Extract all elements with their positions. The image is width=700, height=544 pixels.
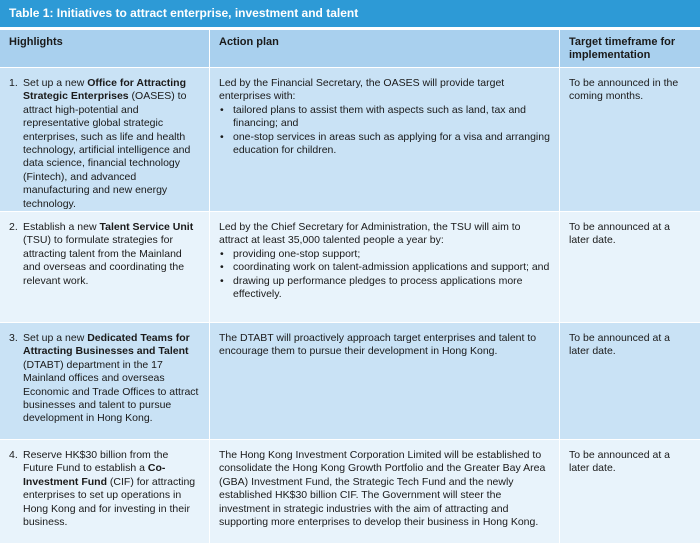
row-3-highlight [0,323,210,440]
row-3-timeframe: To be announced at a later date. [560,323,700,440]
action-intro: The DTABT will proactively approach target enterprises and talent to encourage them to pursue their development in Hong Kong. [219,332,537,358]
row-1-timeframe: To be announced in the coming months. [560,68,700,212]
header-highlights: Highlights [0,30,210,68]
initiatives-table [0,30,700,544]
row-number: 3. [9,332,18,344]
highlight-bold: Co-Investment Fund [23,462,166,488]
table-title: Table 1: Initiatives to attract enterprise, investment and talent [0,0,700,27]
action-bullet: • coordinating work on talent-admission applications and support; and [219,261,551,274]
row-4-action [210,440,560,544]
action-intro: Led by the Financial Secretary, the OASES will provide target enterprises with: [219,77,505,103]
row-number: 4. [9,449,18,461]
row-1-highlight [0,68,210,212]
row-number: 1. [9,77,18,89]
row-2-timeframe: To be announced at a later date. [560,212,700,323]
highlight-text-rest: (OASES) to attract high-potential and representative global strategic enterprises, such as life and health technology, artificial intelligence and data science, financial technology (Fintech), and advanced manufacturing and new energy technology. [23,90,191,210]
row-2-action [210,212,560,323]
action-bullet: • one-stop services in areas such as applying for a visa and arranging education for children. [219,131,551,158]
highlight-text: Set up a new [23,332,88,344]
action-bullets [219,104,551,158]
highlight-text: Establish a new [23,221,100,233]
action-bullets [219,248,551,302]
header-timeframe: Target timeframe for implementation [560,30,700,68]
row-3-action [210,323,560,440]
row-4-timeframe: To be announced at a later date. [560,440,700,544]
highlight-text-rest: (DTABT) department in the 17 Mainland offices and overseas Economic and Trade Offices to attract businesses and talent to pursue development in Hong Kong. [23,358,199,425]
header-action-plan: Action plan [210,30,560,68]
highlight-bold: Talent Service Unit [99,221,194,233]
row-1-action [210,68,560,212]
highlight-text-rest: (TSU) to formulate strategies for attracting talent from the Mainland and overseas and coordinating the relevant work. [23,234,185,287]
action-bullet: • providing one-stop support; [219,248,551,261]
action-bullet: • drawing up performance pledges to process applications more effectively. [219,275,551,302]
action-intro: The Hong Kong Investment Corporation Limited will be established to consolidate the Hong Kong Growth Portfolio and the Greater Bay Area (GBA) Investment Fund, the Strategic Tech Fund and the newly established HK$30 billion CIF. The Government will steer the investment in strategic industries with the aim of attracting and supporting more enterprises to develop their business in Hong Kong. [219,449,546,529]
row-2-highlight [0,212,210,323]
action-intro: Led by the Chief Secretary for Administration, the TSU will aim to attract at least 35,000 talented people a year by: [219,221,521,247]
row-number: 2. [9,221,18,233]
action-bullet: • tailored plans to assist them with aspects such as land, tax and financing; and [219,104,551,131]
highlight-text: Reserve HK$30 billion from the Future Fund to establish a [23,449,169,475]
highlight-bold: Office for Attracting Strategic Enterprises [23,77,186,103]
highlight-text: Set up a new [23,77,88,89]
highlight-text-rest: (CIF) for attracting enterprises to set up operations in Hong Kong and for investing in their business. [23,475,196,529]
highlight-bold: Dedicated Teams for Attracting Businesses and Talent [23,332,190,358]
row-4-highlight [0,440,210,544]
